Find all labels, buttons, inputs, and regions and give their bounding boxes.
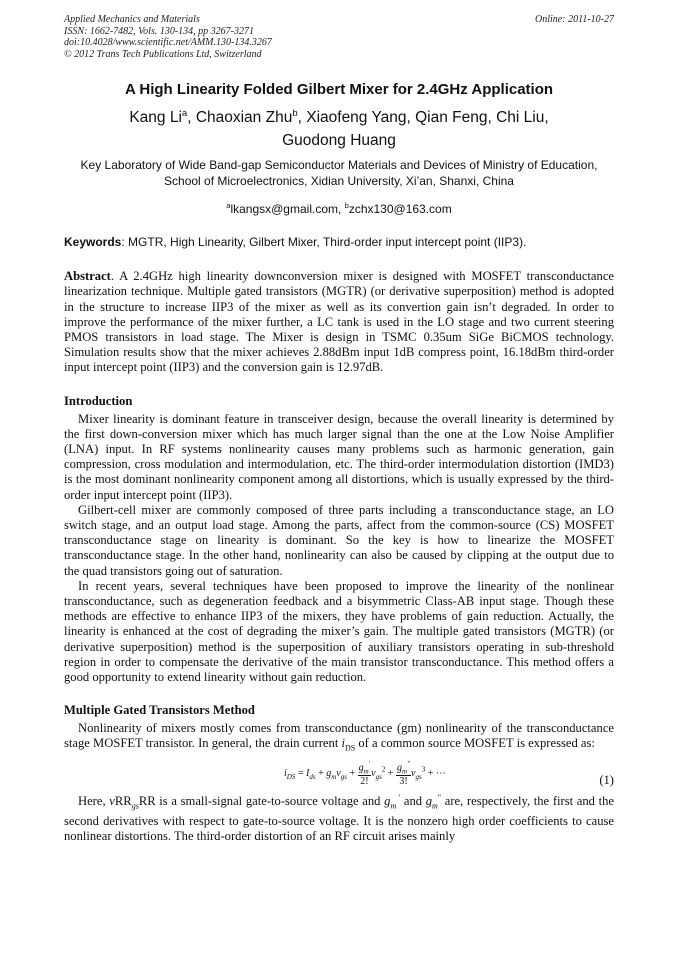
abstract (64, 269, 614, 375)
eq-subscript: gs (375, 773, 382, 782)
eq-subscript: m (363, 767, 369, 776)
keywords-label: Keywords (64, 235, 122, 250)
section-heading-mgtr: Multiple Gated Transistors Method (64, 703, 255, 718)
equation-body (284, 760, 446, 787)
eq-prime: " (407, 760, 410, 769)
eq-symbol: i (284, 768, 287, 780)
author-list: Kang Li$^a$, Chaoxian Zhu$^b$, Xiaofeng Yang, Qian Feng, Chi Liu, Guodong Huang (64, 102, 614, 152)
abstract-text: . A 2.4GHz high linearity downconversion mixer is designed with MOSFET transconductance linearization technique. Multiple gated transistors (MGTR) (or derivative superposition) method is adopted in the structure to increase IIP3 of the mixer as well as its convertion gain isn’t degraded. In order to improve the performance of the mixer further, a LC tank is used in the LO stage and two current steering PMOS transistors in load stage. The Mixer is design in TSMC 0.35um SiGe BiCMOS technology. Simulation results show that the mixer achieves 2.88dBm input 1dB compress point, 16.18dBm third-order input intercept point (IIP3) and the conversion gain is 12.97dB. (64, 269, 614, 375)
affiliation (64, 157, 614, 189)
eq-symbol: v (411, 768, 416, 780)
author-name: Guodong Huang (282, 132, 396, 150)
symbol: g (384, 794, 391, 809)
equation-number: (1) (599, 773, 614, 788)
eq-denominator: 3! (399, 776, 408, 788)
author-emails (64, 198, 614, 217)
eq-symbol: I (305, 768, 310, 780)
paper-title: A High Linearity Folded Gilbert Mixer for 2.4GHz Application (124, 81, 554, 98)
email-address: zchx130@163.com (348, 202, 452, 217)
symbol: v (109, 794, 115, 809)
eq-symbol: g (396, 762, 402, 774)
email-mark: b (344, 201, 349, 211)
eq-operator: = (295, 768, 306, 780)
paragraph (64, 790, 614, 844)
affiliation-mark: a (181, 108, 188, 119)
eq-symbol: g (326, 768, 332, 780)
eq-operator: + (315, 768, 327, 780)
email-mark: a (226, 201, 231, 211)
keywords (64, 235, 614, 250)
eq-subscript: m (331, 773, 337, 782)
text-run: Nonlinearity of mixers mostly comes from transconductance (gm) nonlinearity of the transconductance stage MOSFET transistor. In general, the drain current (64, 721, 614, 751)
author-name: Chaoxian Zhu (195, 109, 293, 127)
paragraph: Gilbert-cell mixer are commonly composed of three parts including a transconductance stage, an LO switch stage, and an output load stage. Among the parts, affect from the common-source (CS) MOSFET transconductance stage on linearity is dominant. So the key is how to linearize the MOSFET transconductance stage. In the other hand, nonlinearity can also be caused by clipping at the output due to the quad transistors going out of saturation. (64, 502, 614, 578)
doi-line: doi:10.4028/www.scientific.net/AMM.130-134.3267 (64, 37, 272, 48)
symbol: i (341, 736, 345, 751)
journal-name: Applied Mechanics and Materials (64, 14, 200, 25)
copyright-line: © 2012 Trans Tech Publications Ltd, Switzerland (64, 48, 262, 60)
text-run: are, respectively, the first and the second derivatives with respect to gate-to-source voltage. It is the nonzero high order coefficients to cause nonlinear distortions. The third-order distortion of an RF circuit arises mainly (64, 794, 615, 844)
journal-header (64, 14, 614, 60)
text-run: of a common source MOSFET is expressed as: (355, 736, 595, 751)
prime: " (437, 793, 442, 803)
paragraph: In recent years, several techniques have been proposed to improve the linearity of the nonlinear transconductance, such as degeneration feedback and a bisymmetric Class-AB input stage. Though these methods are effective to enhance IIP3 of the mixers, they have problems of gain reduction. Actually, the linearity is enhanced at the cost of degrading the mixer’s gain. The multiple gated transistors (MGTR) (or derivative superposition) method is the superposition of auxiliary transistors operating in sub-threshold region in order to compensate the derivative of the main transistor transconductance. This method offers a good opportunity to extend linearity without gain reduction. (64, 578, 614, 685)
author-names-rest: , Xiaofeng Yang, Qian Feng, Chi Liu, (297, 109, 549, 127)
eq-prime: ' (368, 760, 371, 769)
subscript: m (390, 801, 397, 811)
eq-symbol: v (371, 768, 376, 780)
paragraph: Mixer linearity is dominant feature in transceiver design, because the overall linearity is determined by the first down-conversion mixer which has much larger signal than the one at the Low Noise Amplifier (LNA) input. In RF systems nonlinearity causes many problems such as harmonic generation, gain compression, cross modulation and intermodulation, etc. The third-order intermodulation distortion (IMD3) is the most dominant nonlinearity component among all distortions, which is usually expressed by the third-order input intercept point (IIP3). (64, 411, 614, 502)
eq-exponent: 2 (381, 765, 386, 774)
eq-symbol: g (358, 762, 364, 774)
issn-line: ISSN: 1662-7482, Vols. 130-134, pp 3267-3271 (64, 25, 254, 37)
eq-operator: + ⋯ (425, 768, 446, 780)
affiliation-line: School of Microelectronics, Xidian University, Xi’an, Shanxi, China (164, 174, 514, 189)
eq-subscript: gs (340, 773, 347, 782)
section-heading-introduction: Introduction (64, 393, 133, 408)
online-date: Online: 2011-10-27 (535, 14, 614, 25)
text-run: Here, (78, 794, 110, 809)
affiliation-line: Key Laboratory of Wide Band-gap Semiconductor Materials and Devices of Ministry of Education, (80, 158, 598, 173)
eq-denominator: 2! (360, 776, 369, 788)
abstract-label: Abstract (64, 269, 111, 284)
paper-page (64, 14, 614, 844)
text-run: RR is a small-signal gate-to-source voltage and (138, 794, 385, 809)
email-address: lkangsx@gmail.com, (230, 202, 345, 217)
eq-symbol: v (336, 768, 341, 780)
subscript: DS (344, 743, 356, 753)
text-run: and (400, 794, 426, 809)
keywords-text: : MGTR, High Linearity, Gilbert Mixer, Third-order input intercept point (IIP3). (121, 235, 527, 250)
eq-subscript: gs (415, 773, 422, 782)
eq-fraction (358, 760, 372, 787)
eq-operator: + (346, 768, 358, 780)
subscript: m (432, 801, 438, 811)
eq-exponent: 3 (421, 765, 426, 774)
author-name: Kang Li (129, 109, 182, 127)
eq-fraction (396, 760, 411, 787)
text-run: RR (114, 794, 132, 809)
prime: ' (396, 793, 401, 803)
eq-operator: + (385, 768, 396, 780)
eq-subscript: DS (286, 773, 296, 782)
eq-subscript: m (401, 767, 408, 776)
equation-1 (64, 756, 614, 790)
symbol: g (425, 794, 433, 809)
subscript: gs (131, 801, 139, 811)
paragraph (64, 721, 614, 756)
eq-subscript: ds (309, 773, 316, 782)
affiliation-mark: b (292, 108, 298, 119)
